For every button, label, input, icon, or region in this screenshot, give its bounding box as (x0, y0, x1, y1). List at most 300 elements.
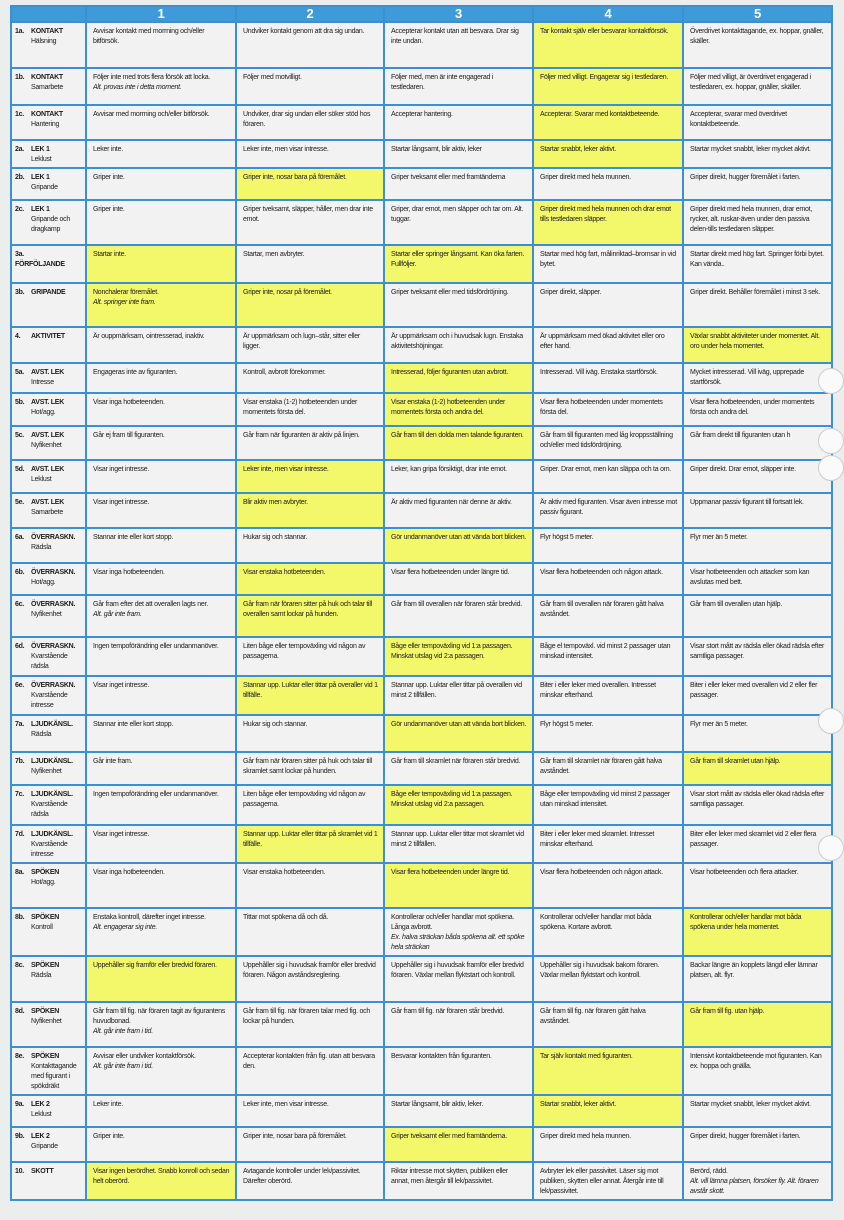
score-cell-5[interactable] (683, 460, 832, 493)
score-cell-1[interactable] (86, 105, 236, 140)
cell-text: Intresserad, följer figuranten utan avbrott. (391, 369, 509, 376)
score-cell-3[interactable] (384, 825, 533, 863)
score-cell-1[interactable] (86, 676, 236, 715)
row-code: 6d. (15, 643, 25, 650)
score-cell-5[interactable] (683, 563, 832, 595)
score-cell-5[interactable] (683, 1002, 832, 1047)
row-subtitle: Kvarstående rädsla (31, 653, 68, 670)
cell-text: Biter eller leker med skramlet vid 2 eller flera passager. (690, 831, 817, 848)
score-cell-3[interactable] (384, 908, 533, 956)
score-cell-4[interactable] (533, 393, 683, 426)
cell-note: Alt. provas inte i detta moment. (93, 84, 182, 91)
row-code: 7d. (15, 831, 25, 838)
score-cell-5[interactable] (683, 1127, 832, 1162)
cell-text: Griper direkt, hugger föremålet i farten. (690, 1133, 801, 1140)
row-title: AKTIVITET (31, 333, 65, 340)
score-cell-1[interactable] (86, 1127, 236, 1162)
score-cell-1[interactable] (86, 1162, 236, 1200)
score-cell-5[interactable] (683, 785, 832, 825)
cell-text: Går fram till fig. när föraren talar med fig. och lockar på hunden. (243, 1008, 371, 1025)
score-cell-1[interactable] (86, 168, 236, 200)
cell-text: Går fram efter det att overallen lagts ner. (93, 601, 208, 608)
row-title: ÖVERRASKN. (31, 682, 76, 689)
row-subtitle: Hot/agg. (31, 409, 56, 416)
score-cell-2[interactable] (236, 785, 384, 825)
score-cell-2[interactable] (236, 363, 384, 393)
cell-note: Alt. springer inte fram. (93, 299, 156, 306)
score-cell-2[interactable] (236, 563, 384, 595)
score-cell-2[interactable] (236, 460, 384, 493)
score-cell-3[interactable] (384, 563, 533, 595)
row-code: 1b. (15, 74, 25, 81)
row-title: ÖVERRASKN. (31, 643, 76, 650)
cell-text: Startar snabbt, leker aktivt. (540, 1101, 617, 1108)
row-title: AVST. LEK (31, 399, 65, 406)
score-cell-2[interactable] (236, 752, 384, 785)
punch-hole (818, 455, 844, 481)
score-cell-1[interactable] (86, 1095, 236, 1127)
row-title: LJUDKÄNSL. (31, 791, 73, 798)
cell-text: Enstaka kontroll, därefter inget intresse. (93, 914, 206, 921)
score-cell-4[interactable] (533, 528, 683, 563)
score-cell-1[interactable] (86, 245, 236, 283)
score-column-5: 5 (683, 6, 832, 22)
cell-text: Visar flera hotbeteenden och någon attack. (540, 869, 663, 876)
score-cell-4[interactable] (533, 785, 683, 825)
score-cell-4[interactable] (533, 752, 683, 785)
row-title: LJUDKÄNSL. (31, 721, 73, 728)
score-cell-4[interactable] (533, 68, 683, 105)
score-column-4: 4 (533, 6, 683, 22)
score-cell-2[interactable] (236, 595, 384, 637)
cell-text: Griper direkt med hela munnen, drar emot, rycker, alt. ruskar-även under den passiva delen-tills testledaren släpper. (690, 206, 813, 233)
score-cell-1[interactable] (86, 140, 236, 168)
row-label (11, 1047, 86, 1095)
row-label (11, 637, 86, 676)
score-cell-4[interactable] (533, 460, 683, 493)
cell-text: Går fram till fig. utan hjälp. (690, 1008, 765, 1015)
cell-text: Griper inte, nosar på föremålet. (243, 289, 332, 296)
score-cell-2[interactable] (236, 68, 384, 105)
row-code: 1c. (15, 111, 24, 118)
score-cell-3[interactable] (384, 105, 533, 140)
row-subtitle: Leklust (31, 156, 52, 163)
score-cell-3[interactable] (384, 863, 533, 908)
score-cell-4[interactable] (533, 245, 683, 283)
score-cell-2[interactable] (236, 676, 384, 715)
score-cell-5[interactable] (683, 1095, 832, 1127)
table-row (11, 426, 832, 460)
score-cell-1[interactable] (86, 68, 236, 105)
score-cell-1[interactable] (86, 563, 236, 595)
table-row (11, 595, 832, 637)
cell-text: Startar snabbt, leker aktivt. (540, 146, 617, 153)
row-label (11, 676, 86, 715)
cell-text: Går fram till figuranten med låg kroppsställning och/eller med tidsfördröjning. (540, 432, 673, 449)
cell-text: Visar flera hotbeteenden, under momentets första och andra del. (690, 399, 815, 416)
score-cell-3[interactable] (384, 528, 533, 563)
score-cell-5[interactable] (683, 637, 832, 676)
score-column-1: 1 (86, 6, 236, 22)
cell-text: Leker inte. (93, 146, 123, 153)
score-cell-3[interactable] (384, 22, 533, 68)
table-row (11, 1002, 832, 1047)
score-cell-5[interactable] (683, 1047, 832, 1095)
table-row (11, 168, 832, 200)
cell-text: Hukar sig och stannar. (243, 721, 308, 728)
row-code: 6e. (15, 682, 24, 689)
cell-text: Tittar mot spökena då och då. (243, 914, 329, 921)
score-cell-4[interactable] (533, 363, 683, 393)
row-title: SPÖKEN (31, 914, 60, 921)
row-title: LEK 1 (31, 174, 50, 181)
row-title: LEK 1 (31, 206, 50, 213)
score-cell-2[interactable] (236, 1047, 384, 1095)
cell-text: Visar inget intresse. (93, 499, 150, 506)
score-cell-1[interactable] (86, 200, 236, 245)
score-cell-5[interactable] (683, 327, 832, 363)
score-cell-5[interactable] (683, 22, 832, 68)
score-cell-4[interactable] (533, 1002, 683, 1047)
cell-text: Kontrollerar och/eller handlar mot båda spökena under hela momentet. (690, 914, 802, 931)
table-row (11, 825, 832, 863)
row-subtitle: Nyfikenhet (31, 611, 62, 618)
score-cell-4[interactable] (533, 676, 683, 715)
score-cell-2[interactable] (236, 528, 384, 563)
score-cell-1[interactable] (86, 715, 236, 752)
table-row (11, 68, 832, 105)
score-cell-3[interactable] (384, 327, 533, 363)
cell-text: Visar hotbeteenden och attacker som kan avslutas med bett. (690, 569, 810, 586)
score-cell-2[interactable] (236, 1162, 384, 1200)
score-cell-3[interactable] (384, 426, 533, 460)
score-cell-1[interactable] (86, 637, 236, 676)
score-cell-3[interactable] (384, 785, 533, 825)
score-cell-3[interactable] (384, 363, 533, 393)
score-cell-3[interactable] (384, 393, 533, 426)
row-subtitle: Intresse (31, 379, 54, 386)
score-header-row (11, 6, 832, 22)
cell-text: Gör undanmanöver utan att vända bort blicken. (391, 534, 527, 541)
cell-note: Alt. går inte fram i tid. (93, 1063, 153, 1070)
cell-text: Griper direkt, släpper. (540, 289, 602, 296)
score-cell-1[interactable] (86, 426, 236, 460)
table-row (11, 460, 832, 493)
score-cell-4[interactable] (533, 283, 683, 327)
cell-text: Uppehåller sig i huvudsak framför eller bredvid föraren. Växlar mellan flyktstart och kontroll. (391, 962, 524, 979)
cell-text: Avvisar eller undviker kontaktförsök. (93, 1053, 196, 1060)
table-row (11, 1162, 832, 1200)
score-cell-2[interactable] (236, 908, 384, 956)
score-cell-1[interactable] (86, 283, 236, 327)
score-cell-1[interactable] (86, 1047, 236, 1095)
cell-text: Visar ingen berördhet. Snabb konroll och sedan helt oberörd. (93, 1168, 230, 1185)
row-label (11, 245, 86, 283)
cell-text: Griper tveksamt eller med framtänderna (391, 174, 506, 181)
score-cell-4[interactable] (533, 715, 683, 752)
score-cell-4[interactable] (533, 140, 683, 168)
score-cell-3[interactable] (384, 68, 533, 105)
cell-text: Avbryter lek eller passivitet. Läser sig mot publiken, skytten eller annat. Återgår inte till lek/passivitet. (540, 1168, 664, 1195)
row-label (11, 327, 86, 363)
score-cell-2[interactable] (236, 825, 384, 863)
cell-text: Avvisar kontakt med morrning och/eller bitförsök. (93, 28, 205, 45)
score-cell-3[interactable] (384, 1162, 533, 1200)
row-code: 3b. (15, 289, 25, 296)
cell-text: Biter i eller leker med overallen. Intresset minskar efterhand. (540, 682, 656, 699)
cell-text: Uppehåller sig i huvudsak bakom föraren. Växlar mellan flyktstart och kontroll. (540, 962, 660, 979)
score-cell-2[interactable] (236, 200, 384, 245)
score-cell-1[interactable] (86, 825, 236, 863)
row-title: AVST. LEK (31, 369, 65, 376)
row-code: 6a. (15, 534, 24, 541)
cell-text: Griper direkt med hela munnen. (540, 1133, 631, 1140)
score-cell-3[interactable] (384, 1002, 533, 1047)
score-cell-1[interactable] (86, 493, 236, 528)
row-code: 2b. (15, 174, 25, 181)
table-row (11, 908, 832, 956)
score-cell-2[interactable] (236, 393, 384, 426)
score-cell-5[interactable] (683, 245, 832, 283)
punch-hole (818, 708, 844, 734)
score-cell-3[interactable] (384, 200, 533, 245)
behavior-scoring-table (10, 5, 833, 1201)
score-column-2: 2 (236, 6, 384, 22)
score-cell-5[interactable] (683, 908, 832, 956)
score-cell-5[interactable] (683, 68, 832, 105)
cell-text: Visar inget intresse. (93, 831, 150, 838)
row-title: KONTAKT (31, 28, 63, 35)
score-cell-5[interactable] (683, 426, 832, 460)
score-cell-1[interactable] (86, 595, 236, 637)
score-cell-1[interactable] (86, 460, 236, 493)
score-cell-5[interactable] (683, 105, 832, 140)
assessment-sheet (10, 5, 831, 1201)
score-cell-2[interactable] (236, 1002, 384, 1047)
cell-text: Besvarar kontakten från figuranten. (391, 1053, 492, 1060)
score-cell-3[interactable] (384, 460, 533, 493)
score-cell-4[interactable] (533, 426, 683, 460)
score-cell-1[interactable] (86, 393, 236, 426)
cell-text: Griper inte. (93, 1133, 125, 1140)
cell-text: Ingen tempoförändring eller undanmanöver. (93, 643, 219, 650)
score-cell-3[interactable] (384, 637, 533, 676)
table-row (11, 1127, 832, 1162)
score-cell-2[interactable] (236, 493, 384, 528)
score-cell-4[interactable] (533, 22, 683, 68)
score-cell-3[interactable] (384, 715, 533, 752)
score-cell-2[interactable] (236, 105, 384, 140)
cell-text: Visar inga hotbeteenden. (93, 869, 165, 876)
score-cell-3[interactable] (384, 595, 533, 637)
row-label (11, 785, 86, 825)
score-cell-1[interactable] (86, 363, 236, 393)
score-cell-4[interactable] (533, 1095, 683, 1127)
score-cell-2[interactable] (236, 140, 384, 168)
score-cell-3[interactable] (384, 493, 533, 528)
score-cell-5[interactable] (683, 200, 832, 245)
cell-text: Startar inte. (93, 251, 126, 258)
cell-text: Accepterar kontakten från fig. utan att besvara den. (243, 1053, 375, 1070)
score-cell-5[interactable] (683, 715, 832, 752)
score-cell-4[interactable] (533, 168, 683, 200)
row-code: 8a. (15, 869, 24, 876)
score-cell-5[interactable] (683, 752, 832, 785)
score-cell-4[interactable] (533, 1127, 683, 1162)
cell-text: Överdrivet kontakttagande, ex. hoppar, gnäller, skäller. (690, 28, 824, 45)
cell-text: Griper inte, nosar bara på föremålet. (243, 174, 347, 181)
cell-text: Går fram till overallen när föraren gått halva avståndet. (540, 601, 664, 618)
score-cell-5[interactable] (683, 168, 832, 200)
score-cell-5[interactable] (683, 140, 832, 168)
row-subtitle: Kvarstående intresse (31, 692, 68, 709)
cell-text: Uppmanar passiv figurant till fortsatt lek. (690, 499, 804, 506)
cell-text: Är ouppmärksam, ointresserad, inaktiv. (93, 333, 205, 340)
cell-text: Visar enstaka (1-2) hotbeteenden under momentets första del. (243, 399, 358, 416)
score-cell-1[interactable] (86, 752, 236, 785)
score-cell-5[interactable] (683, 1162, 832, 1200)
cell-note: Alt. går inte fram. (93, 611, 142, 618)
cell-text: Visar stort mått av rädsla eller ökad rädsla efter samtliga passager. (690, 791, 825, 808)
score-cell-4[interactable] (533, 493, 683, 528)
score-cell-4[interactable] (533, 563, 683, 595)
score-cell-1[interactable] (86, 1002, 236, 1047)
score-cell-5[interactable] (683, 825, 832, 863)
score-cell-4[interactable] (533, 908, 683, 956)
row-title: LEK 2 (31, 1101, 50, 1108)
score-cell-4[interactable] (533, 595, 683, 637)
score-cell-2[interactable] (236, 1095, 384, 1127)
score-cell-2[interactable] (236, 22, 384, 68)
cell-text: Griper inte. (93, 174, 125, 181)
score-cell-3[interactable] (384, 1095, 533, 1127)
score-cell-2[interactable] (236, 327, 384, 363)
table-row (11, 863, 832, 908)
row-label (11, 168, 86, 200)
cell-text: Accepterar kontakt utan att besvara. Drar sig inte undan. (391, 28, 519, 45)
row-title: LJUDKÄNSL. (31, 758, 73, 765)
cell-text: Stannar upp. Luktar eller tittar på skramlet vid 1 tillfälle. (243, 831, 378, 848)
score-cell-2[interactable] (236, 637, 384, 676)
score-cell-5[interactable] (683, 493, 832, 528)
score-column-3: 3 (384, 6, 533, 22)
row-subtitle: Leklust (31, 1111, 52, 1118)
cell-text: Startar direkt med hög fart. Springer förbi bytet. Kan vända.. (690, 251, 824, 268)
cell-text: Avvisar med morrning och/eller bitförsök. (93, 111, 210, 118)
score-cell-2[interactable] (236, 715, 384, 752)
cell-text: Griper tveksamt, släpper, håller, men drar inte emot. (243, 206, 373, 223)
score-cell-1[interactable] (86, 956, 236, 1002)
row-title: ÖVERRASKN. (31, 534, 76, 541)
score-cell-5[interactable] (683, 956, 832, 1002)
cell-text: Stannar upp. Luktar eller tittar på overallen vid minst 2 tillfällen. (391, 682, 522, 699)
score-cell-5[interactable] (683, 528, 832, 563)
score-cell-5[interactable] (683, 676, 832, 715)
punch-hole (818, 428, 844, 454)
row-label (11, 908, 86, 956)
row-label (11, 283, 86, 327)
score-cell-3[interactable] (384, 676, 533, 715)
table-row (11, 493, 832, 528)
score-cell-2[interactable] (236, 245, 384, 283)
cell-text: Kontrollerar och/eller handlar mot båda spökena. Kortare avbrott. (540, 914, 652, 931)
score-cell-4[interactable] (533, 200, 683, 245)
cell-text: Går fram till fig. när föraren tagit av figurantens huvudbonad. (93, 1008, 225, 1025)
cell-text: Stannar inte eller kort stopp. (93, 534, 174, 541)
score-cell-4[interactable] (533, 105, 683, 140)
row-label (11, 1162, 86, 1200)
cell-text: Griper. Drar emot, men kan släppa och ta om. (540, 466, 672, 473)
score-cell-1[interactable] (86, 863, 236, 908)
cell-note: Alt. vill lämna platsen, försöker fly. Alt. föraren avstår skott. (690, 1178, 819, 1195)
score-cell-3[interactable] (384, 283, 533, 327)
score-cell-3[interactable] (384, 140, 533, 168)
row-code: 6c. (15, 601, 24, 608)
row-subtitle: Hot/agg. (31, 579, 56, 586)
cell-text: Undviker, drar sig undan eller söker stöd hos föraren. (243, 111, 371, 128)
score-cell-4[interactable] (533, 863, 683, 908)
score-cell-2[interactable] (236, 1127, 384, 1162)
score-cell-3[interactable] (384, 245, 533, 283)
score-cell-5[interactable] (683, 283, 832, 327)
row-label (11, 563, 86, 595)
cell-text: Går fram när föraren sitter på huk och talar till overallen samt lockar på hunden. (243, 601, 372, 618)
score-cell-2[interactable] (236, 956, 384, 1002)
table-row (11, 528, 832, 563)
table-row (11, 1095, 832, 1127)
cell-text: Griper direkt med hela munnen. (540, 174, 631, 181)
score-cell-4[interactable] (533, 327, 683, 363)
score-cell-5[interactable] (683, 363, 832, 393)
row-label (11, 1095, 86, 1127)
score-cell-5[interactable] (683, 863, 832, 908)
cell-text: Visar enstaka hotbeteenden. (243, 869, 326, 876)
score-cell-1[interactable] (86, 908, 236, 956)
score-cell-3[interactable] (384, 168, 533, 200)
score-cell-4[interactable] (533, 1047, 683, 1095)
score-cell-5[interactable] (683, 393, 832, 426)
row-code: 7a. (15, 721, 24, 728)
score-cell-3[interactable] (384, 1047, 533, 1095)
cell-text: Går fram direkt till figuranten utan h (690, 432, 791, 439)
score-cell-3[interactable] (384, 1127, 533, 1162)
score-cell-1[interactable] (86, 22, 236, 68)
score-cell-2[interactable] (236, 168, 384, 200)
score-cell-1[interactable] (86, 327, 236, 363)
row-label (11, 200, 86, 245)
score-cell-2[interactable] (236, 283, 384, 327)
score-cell-4[interactable] (533, 1162, 683, 1200)
cell-text: Griper tveksamt eller med framtänderna. (391, 1133, 507, 1140)
row-subtitle: Gripande (31, 184, 58, 191)
score-cell-3[interactable] (384, 956, 533, 1002)
score-cell-5[interactable] (683, 595, 832, 637)
score-cell-4[interactable] (533, 637, 683, 676)
row-label (11, 460, 86, 493)
score-cell-1[interactable] (86, 785, 236, 825)
score-cell-4[interactable] (533, 825, 683, 863)
row-label (11, 752, 86, 785)
score-cell-2[interactable] (236, 863, 384, 908)
score-cell-4[interactable] (533, 956, 683, 1002)
score-cell-2[interactable] (236, 426, 384, 460)
score-cell-3[interactable] (384, 752, 533, 785)
row-subtitle: Rädsla (31, 544, 52, 551)
cell-text: Leker inte, men visar intresse. (243, 466, 329, 473)
cell-text: Griper direkt, hugger föremålet i farten. (690, 174, 801, 181)
score-cell-1[interactable] (86, 528, 236, 563)
row-subtitle: Hälsning (31, 38, 57, 45)
